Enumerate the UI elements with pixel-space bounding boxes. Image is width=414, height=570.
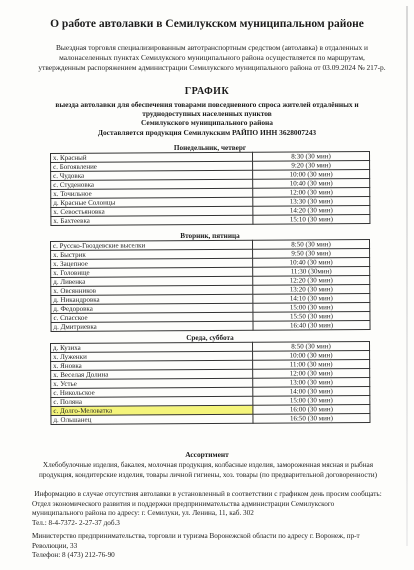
settlement-name: х. Яновка bbox=[51, 360, 253, 370]
arrival-time: 10:00 (30 мин) bbox=[253, 351, 370, 361]
schedule-table-mon-thu bbox=[50, 151, 370, 226]
arrival-time: 10:40 (30 мин) bbox=[253, 258, 370, 268]
assortment-heading: Ассортимент bbox=[185, 450, 229, 459]
settlement-name: х. Точильное bbox=[51, 188, 253, 198]
arrival-time: 8:30 (30 мин) bbox=[252, 152, 369, 162]
arrival-time: 9:20 (30 мин) bbox=[253, 161, 370, 171]
settlement-name: с. Студеновка bbox=[51, 179, 253, 189]
settlement-name: с. Чудовка bbox=[51, 170, 253, 180]
day-label-mon-thu: Понедельник, четверг bbox=[173, 144, 247, 152]
settlement-name: с. Поляна bbox=[51, 396, 253, 406]
arrival-time: 15:10 (30 мин) bbox=[253, 215, 370, 225]
arrival-time: 12:00 (30 мин) bbox=[253, 369, 370, 379]
settlement-name: д. Красные Солонцы bbox=[51, 197, 253, 207]
settlement-name: д. Ольшанец bbox=[51, 414, 253, 424]
subheading-line-2: Семилукского муниципального района bbox=[141, 118, 273, 128]
arrival-time: 10:00 (30 мин) bbox=[253, 170, 370, 180]
settlement-name: х. Зацепное bbox=[51, 258, 253, 268]
settlement-name: с. Долго-Меловатка bbox=[51, 405, 253, 415]
settlement-name: с. Никольское bbox=[51, 387, 253, 397]
arrival-time: 10:40 (30 мин) bbox=[253, 179, 370, 189]
schedule-table-wed-sat bbox=[50, 341, 370, 425]
settlement-name: х. Головище bbox=[51, 267, 253, 277]
settlement-name: х. Красный bbox=[51, 152, 253, 162]
contact-phone: Тел.: 8-4-7372- 2-27-37 доб.3 bbox=[32, 518, 120, 527]
page-title: О работе автолавки в Семилукском муниципальном районе bbox=[50, 18, 364, 30]
arrival-time: 12:20 (30 мин) bbox=[253, 276, 370, 286]
assortment-text: Хлебобулочные изделия, бакалея, молочная продукция, колбасные изделия, замороженная мясная и рыбная продукция, кондитерские изделия, товары личной гигиены, хоз. товары (по предварительной договоренности) bbox=[38, 461, 378, 479]
contact-lead: Информацию в случае отсутствия автолавки в установленный в соответствии с графиком день просим сообщать: bbox=[34, 490, 382, 498]
subheading-line-1: выезда автолавки для обеспечения товарами повседневного спроса жителей отдалённых и труднодоступных населенных пунктов bbox=[55, 100, 359, 119]
schedule-subheading bbox=[30, 100, 384, 137]
arrival-time: 9:50 (30 мин) bbox=[253, 249, 370, 259]
arrival-time: 13:20 (30 мин) bbox=[253, 285, 370, 295]
settlement-name: д. Федоровка bbox=[51, 303, 253, 313]
schedule-row bbox=[51, 321, 370, 332]
settlement-name: х. Веселая Долина bbox=[51, 369, 253, 379]
settlement-name: с. Богоявление bbox=[51, 161, 253, 171]
ministry-footer bbox=[32, 532, 392, 561]
arrival-time: 13:30 (30 мин) bbox=[253, 197, 370, 207]
settlement-name: с. Спасское bbox=[51, 312, 253, 322]
arrival-time: 16:40 (30 мин) bbox=[253, 321, 370, 331]
arrival-time: 8:50 (30 мин) bbox=[252, 240, 369, 250]
settlement-name: х. Бахтеевка bbox=[51, 215, 253, 225]
arrival-time: 11:00 (30 мин) bbox=[253, 360, 370, 370]
settlement-name: д. Кузиха bbox=[51, 342, 253, 352]
subheading-line-3: Доставляется продукция Семилукским РАЙПО ИНН 3628007243 bbox=[97, 127, 317, 137]
schedule-row bbox=[51, 215, 370, 226]
settlement-name: х. Быстрик bbox=[51, 249, 253, 259]
ministry-address: Министерство предпринимательства, торговли и туризма Воронежской области по адресу г. Воронеж, пр-т Революции, 33 bbox=[32, 532, 360, 550]
arrival-time: 14:00 (30 мин) bbox=[253, 387, 370, 397]
arrival-time: 11:30 (30мин) bbox=[253, 267, 370, 277]
arrival-time: 14:20 (30 мин) bbox=[253, 206, 370, 216]
intro-paragraph: Выездная торговля специализированным автотранспортным средством (автолавка) в отдаленных и малонаселенных пунктах Семилукского муниципального района осуществляется по маршрутам, утвержденным распоряжением администрации Семилукского муниципального района от 03.09.2024 № 217-р. bbox=[38, 43, 386, 72]
arrival-time: 15:00 (30 мин) bbox=[253, 303, 370, 313]
contact-department: Отдел экономического развития и поддержки предпринимательства администрации Семилукского муниципального района по адресу: г. Семилуки, ул. Ленина, 11, каб. 302 bbox=[32, 499, 335, 518]
day-label-wed-sat: Среда, суббота bbox=[186, 334, 234, 342]
settlement-name: д. Никандровка bbox=[51, 294, 253, 304]
day-label-tue-fri: Вторник, пятница bbox=[180, 232, 240, 240]
settlement-name: х. Устье bbox=[51, 378, 253, 388]
arrival-time: 12:00 (30 мин) bbox=[253, 188, 370, 198]
settlement-name: х. Овсянников bbox=[51, 285, 253, 295]
settlement-name: с. Русско-Гвоздевские выселки bbox=[51, 240, 253, 250]
arrival-time: 15:50 (30 мин) bbox=[253, 312, 370, 322]
arrival-time: 8:50 (30 мин) bbox=[252, 342, 369, 352]
arrival-time: 16:50 (30 мин) bbox=[253, 414, 370, 424]
schedule-heading: ГРАФИК bbox=[184, 86, 230, 97]
settlement-name: х. Севостьяновка bbox=[51, 206, 253, 216]
arrival-time: 15:00 (30 мин) bbox=[253, 396, 370, 406]
ministry-phone: Телефон: 8 (473) 212-76-90 bbox=[32, 551, 115, 560]
arrival-time: 14:10 (30 мин) bbox=[253, 294, 370, 304]
schedule-row bbox=[51, 414, 370, 425]
settlement-name: х. Луженки bbox=[51, 351, 253, 361]
arrival-time: 16:00 (30 мин) bbox=[253, 405, 370, 415]
settlement-name: д. Ливенка bbox=[51, 276, 253, 286]
contact-info bbox=[32, 490, 384, 528]
settlement-name: д. Дмитриевка bbox=[51, 321, 253, 331]
arrival-time: 13:00 (30 мин) bbox=[253, 378, 370, 388]
schedule-table-tue-fri bbox=[50, 239, 371, 332]
